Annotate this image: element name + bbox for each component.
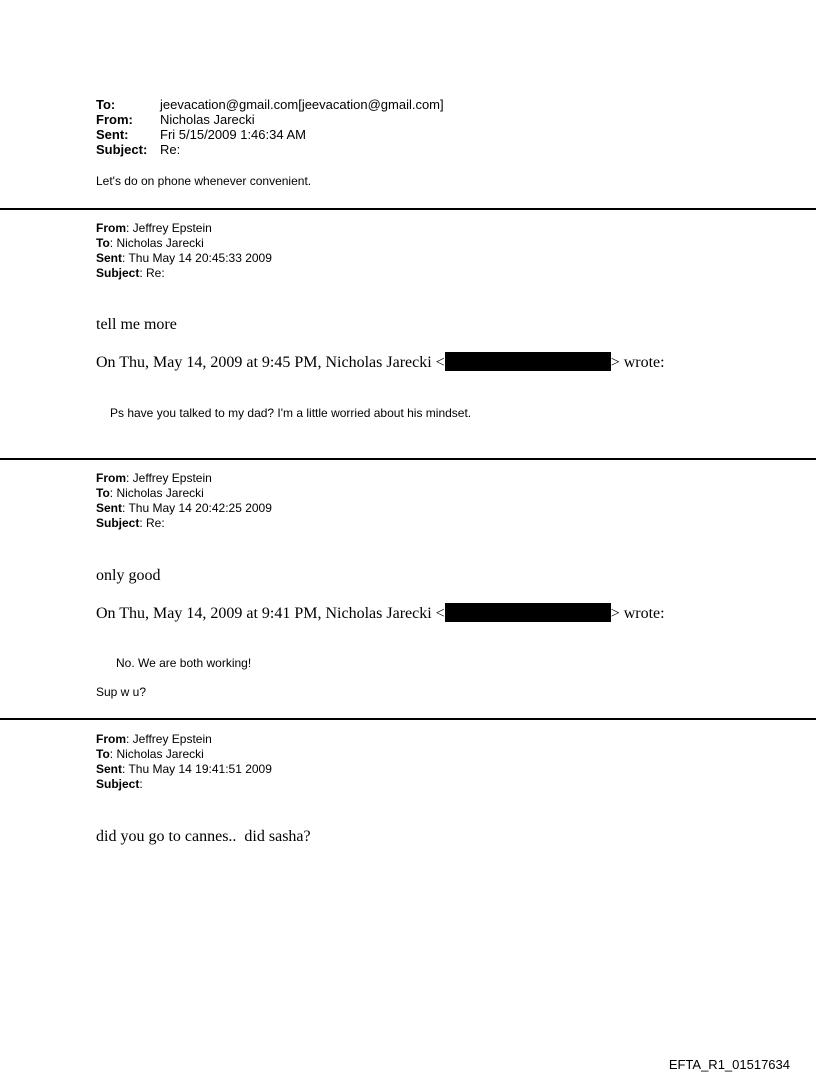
sent-label: Sent:: [96, 127, 129, 142]
from-label: From:: [96, 112, 133, 127]
quote-attribution: On Thu, May 14, 2009 at 9:45 PM, Nicholas Jarecki <: [96, 354, 445, 371]
email2-from-row: [96, 221, 272, 236]
sent-value: : Thu May 14 20:45:33 2009: [122, 251, 272, 265]
email1-from-row: [96, 112, 444, 127]
from-value: : Jeffrey Epstein: [126, 221, 212, 235]
email1-sent-row: [96, 127, 444, 142]
email3-from-row: [96, 471, 272, 486]
email4-header: [96, 732, 272, 792]
email3-quote-header: [96, 603, 665, 623]
email1-to-row: [96, 97, 444, 112]
to-label: To: [96, 747, 110, 761]
divider: [0, 458, 816, 460]
quote-wrote: > wrote:: [610, 605, 665, 622]
email3-to-row: [96, 486, 272, 501]
to-value: jeevacation@gmail.com[jeevacation@gmail.com]: [160, 97, 444, 112]
subject-label: Subject:: [96, 142, 148, 157]
email3-subject-row: [96, 516, 272, 531]
email1-body: Let's do on phone whenever convenient.: [96, 174, 312, 188]
to-value: : Nicholas Jarecki: [109, 236, 204, 250]
subject-value: Re:: [160, 142, 181, 157]
subject-value: :: [139, 777, 143, 791]
from-label: From: [96, 732, 126, 746]
subject-value: : Re:: [139, 266, 165, 280]
sent-value: Fri 5/15/2009 1:46:34 AM: [160, 127, 306, 142]
email4-from-row: [96, 732, 272, 747]
to-value: : Nicholas Jarecki: [109, 486, 204, 500]
email3-body: only good: [96, 567, 161, 584]
email3-quoted-line-2: Sup w u?: [96, 685, 147, 699]
email4-body: did you go to cannes.. did sasha?: [96, 828, 311, 845]
from-label: From: [96, 471, 126, 485]
email3-quoted-line-1: No. We are both working!: [116, 656, 252, 670]
subject-label: Subject: [96, 777, 140, 791]
email3-sent-row: [96, 501, 272, 516]
to-label: To: [96, 486, 110, 500]
email2-header: [96, 221, 272, 281]
quote-wrote: > wrote:: [610, 354, 665, 371]
divider: [0, 208, 816, 210]
email2-quoted-text: Ps have you talked to my dad? I'm a little worried about his mindset.: [110, 406, 472, 420]
sent-value: : Thu May 14 20:42:25 2009: [122, 501, 272, 515]
subject-value: : Re:: [139, 516, 165, 530]
email4-subject-row: [96, 777, 272, 792]
from-value: Nicholas Jarecki: [160, 112, 255, 127]
to-value: : Nicholas Jarecki: [109, 747, 204, 761]
sent-label: Sent: [96, 501, 123, 515]
email1-header: [96, 97, 444, 157]
email2-to-row: [96, 236, 272, 251]
subject-label: Subject: [96, 516, 140, 530]
redaction-box: [445, 352, 611, 371]
email4-to-row: [96, 747, 272, 762]
email2-subject-row: [96, 266, 272, 281]
email2-sent-row: [96, 251, 272, 266]
document-id: EFTA_R1_01517634: [668, 1057, 790, 1072]
email3-header: [96, 471, 272, 531]
from-value: : Jeffrey Epstein: [126, 732, 212, 746]
subject-label: Subject: [96, 266, 140, 280]
email1-subject-row: [96, 142, 444, 157]
to-label: To:: [96, 97, 116, 112]
quote-attribution: On Thu, May 14, 2009 at 9:41 PM, Nicholas Jarecki <: [96, 605, 445, 622]
sent-label: Sent: [96, 762, 123, 776]
sent-value: : Thu May 14 19:41:51 2009: [122, 762, 272, 776]
to-label: To: [96, 236, 110, 250]
email2-quote-header: [96, 352, 665, 372]
from-value: : Jeffrey Epstein: [126, 471, 212, 485]
email2-body: tell me more: [96, 316, 177, 333]
divider: [0, 718, 816, 720]
sent-label: Sent: [96, 251, 123, 265]
email4-sent-row: [96, 762, 272, 777]
from-label: From: [96, 221, 126, 235]
redaction-box: [445, 603, 611, 622]
